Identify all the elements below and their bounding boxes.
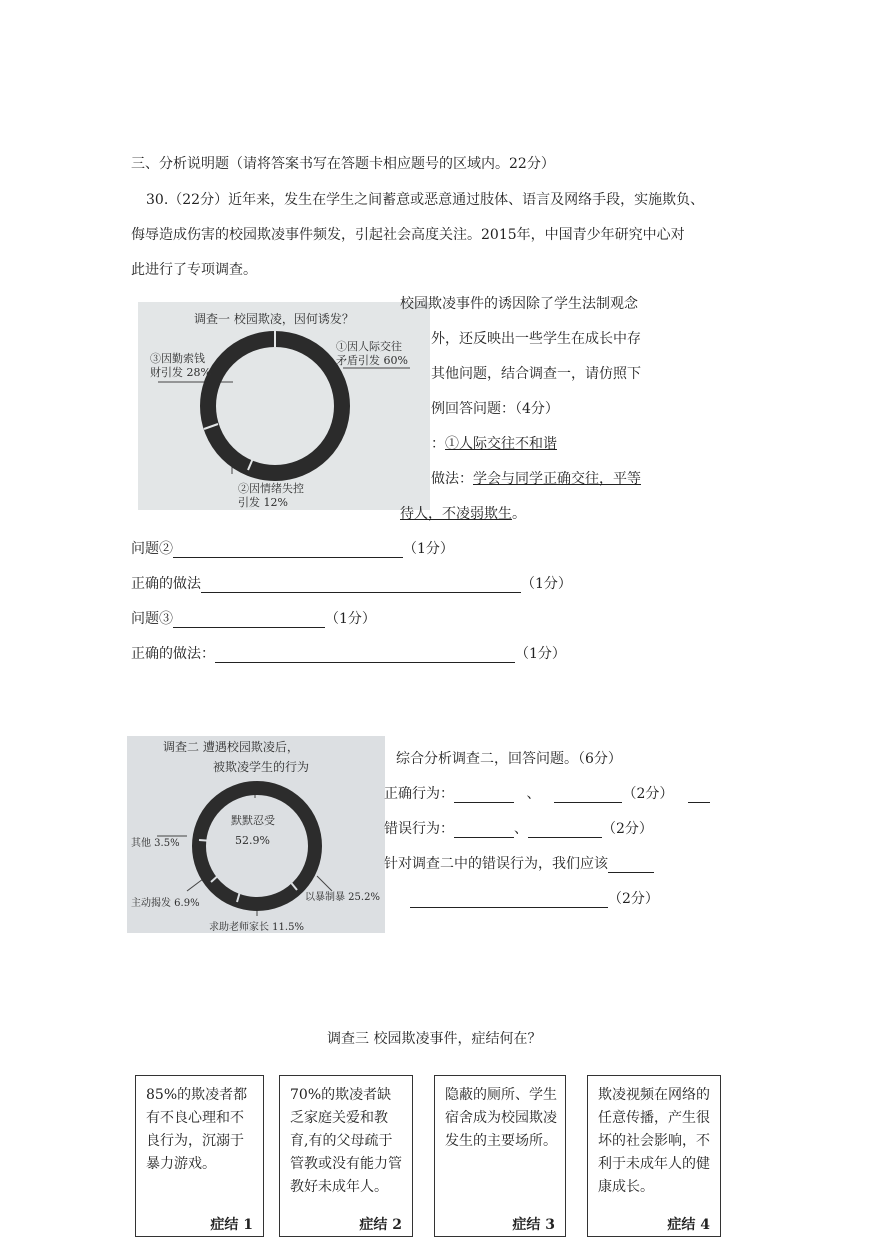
q1-problem3-blank[interactable] (173, 613, 325, 628)
cause-box-4-text: 欺凌视频在网络的任意传播，产生很坏的社会影响，不利于未成年人的健康成长。 (598, 1087, 710, 1195)
cause-box-3-footer: 症结 3 (512, 1217, 555, 1233)
survey2-chart-photo (127, 736, 385, 933)
cause-box-4-footer: 症结 4 (667, 1217, 710, 1233)
survey2-label-help: 求助老师家长 11.5% (209, 922, 304, 933)
q1-method2-row: 正确的做法 （1分） (131, 576, 572, 592)
section-heading: 三、分析说明题（请将答案书写在答题卡相应题号的区域内。22分） (131, 156, 555, 172)
q2-should-row: 针对调查二中的错误行为，我们应该 (384, 853, 654, 873)
survey1-label-12: ②因情绪失控 (238, 482, 304, 495)
cause-box-1-text: 85%的欺凌者都有不良心理和不良行为，沉溺于暴力游戏。 (146, 1087, 248, 1172)
cause-box-3-text: 隐蔽的厕所、学生宿舍成为校园欺凌发生的主要场所。 (445, 1087, 557, 1149)
q2-wrong-row: 错误行为： 、 （2分） (384, 821, 653, 837)
q2-wrong-blank-1[interactable] (454, 823, 514, 838)
q1-method3-row: 正确的做法： （1分） (131, 646, 566, 662)
q1-problem2-row: 问题② （1分） (131, 541, 454, 557)
survey1-donut (138, 302, 430, 510)
survey2-title-2: 被欺凌学生的行为 (213, 760, 310, 774)
question-30-line2: 侮辱造成伤害的校园欺凌事件频发，引起社会高度关注。2015年，中国青少年研究中心对 (131, 227, 685, 243)
survey2-label-other: 其他 3.5% (131, 838, 180, 849)
q1-method3-blank[interactable] (215, 648, 515, 663)
q1-line1: 校园欺凌事件的诱因除了学生法制观念 (400, 296, 638, 312)
survey1-label-60-b: 矛盾引发 60% (336, 354, 408, 367)
survey1-label-12-b: 引发 12% (238, 496, 288, 509)
q1-example-problem: ：①人际交往不和谐 (431, 436, 557, 452)
q1-line3: 其他问题，结合调查一，请仿照下 (431, 366, 641, 382)
cause-box-1 (135, 1075, 264, 1237)
survey1-title: 调查一 校园欺凌，因何诱发？ (194, 312, 354, 326)
survey1-label-28-b: 财引发 28% (150, 366, 211, 379)
survey2-label-violence: 以暴制暴 25.2% (305, 892, 380, 903)
q2-should-row-2: （2分） (410, 888, 659, 908)
survey2-label-report: 主动揭发 6.9% (131, 898, 200, 909)
q2-correct-row: 正确行为： 、 （2分） (384, 783, 710, 803)
survey1-label-28: ③因勤索钱 (150, 352, 205, 365)
q2-correct-blank-1[interactable] (454, 788, 514, 803)
q1-problem2-blank[interactable] (173, 543, 403, 558)
survey1-chart-photo (138, 302, 430, 510)
q2-correct-blank-3[interactable] (688, 788, 710, 803)
q2-should-blank-2[interactable] (410, 893, 608, 908)
q1-line4: 例回答问题：（4分） (431, 401, 559, 417)
q2-line1: 综合分析调查二，回答问题。（6分） (396, 751, 622, 767)
cause-box-3 (434, 1075, 566, 1237)
cause-box-4 (587, 1075, 721, 1237)
cause-box-2-text: 70%的欺凌者缺乏家庭关爱和教育,有的父母疏于管教或没有能力管教好未成年人。 (290, 1087, 402, 1195)
q2-correct-blank-2[interactable] (554, 788, 622, 803)
q1-example-method-answer: 学会与同学正确交往，平等 (473, 471, 641, 487)
q1-example-problem-answer: ①人际交往不和谐 (445, 436, 557, 452)
survey2-title-1: 调查二 遭遇校园欺凌后， (163, 740, 299, 754)
cause-box-1-footer: 症结 1 (210, 1217, 253, 1233)
survey3-title: 调查三 校园欺凌事件，症结何在？ (327, 1031, 542, 1047)
survey1-label-60: ①因人际交往 (336, 340, 402, 353)
q1-problem3-row: 问题③ （1分） (131, 611, 376, 627)
survey1-ring (208, 339, 342, 473)
q1-method2-blank[interactable] (201, 578, 521, 593)
q2-should-blank-1[interactable] (608, 858, 654, 873)
survey2-center-value: 52.9% (235, 834, 270, 847)
cause-box-2-footer: 症结 2 (359, 1217, 402, 1233)
survey2-center-label: 默默忍受 (231, 814, 275, 827)
q1-line2: 外，还反映出一些学生在成长中存 (431, 331, 641, 347)
question-30-line1: 30.（22分）近年来，发生在学生之间蓄意或恶意通过肢体、语言及网络手段，实施欺负、 (146, 192, 705, 208)
cause-box-2 (279, 1075, 413, 1237)
q2-wrong-blank-2[interactable] (528, 823, 602, 838)
q1-example-method-cont: 待人，不凌弱欺生。 (400, 506, 526, 522)
question-30-line3: 此进行了专项调查。 (131, 262, 257, 278)
q1-example-method: 做法：学会与同学正确交往，平等 (431, 471, 641, 487)
